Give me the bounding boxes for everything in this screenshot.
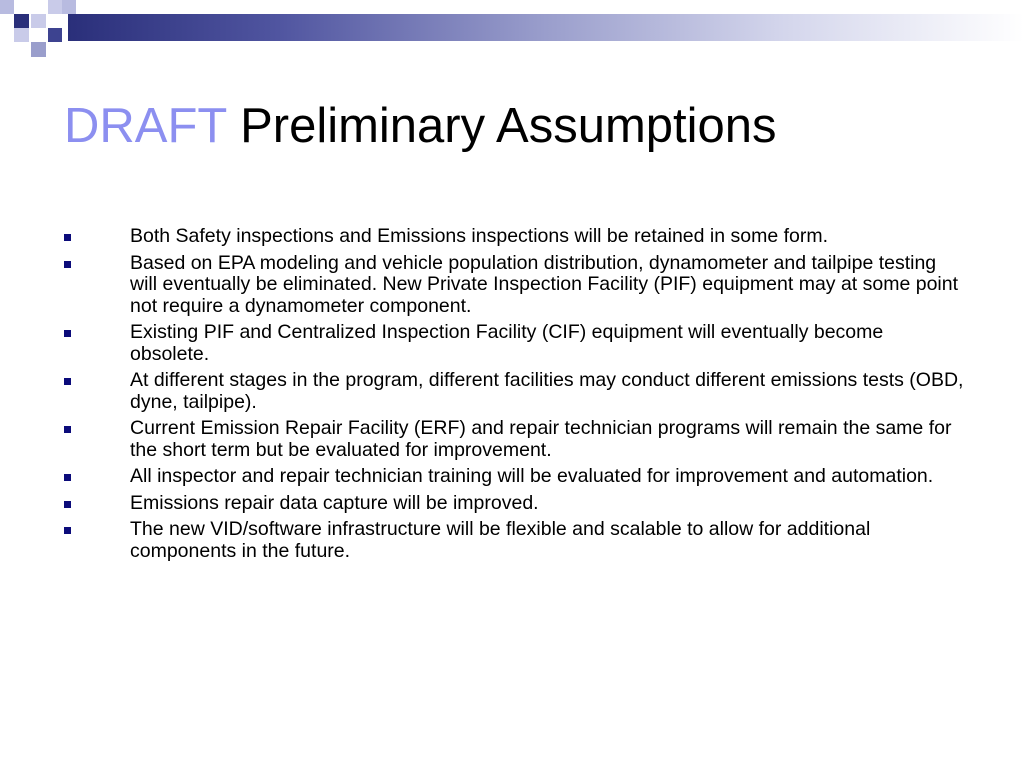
square-bullet-icon <box>64 261 71 268</box>
bullet-item <box>64 493 964 515</box>
header-gradient-bar <box>68 14 1024 41</box>
bullet-text: All inspector and repair technician training will be evaluated for improvement and automation. <box>130 465 934 487</box>
bullet-text: At different stages in the program, different facilities may conduct different emissions tests (OBD, dyne, tailpipe). <box>130 369 964 413</box>
bullet-text: Emissions repair data capture will be improved. <box>130 491 539 514</box>
square-bullet-icon <box>64 330 71 337</box>
bullet-item <box>64 418 964 461</box>
bullet-item <box>64 322 964 365</box>
bullet-item <box>64 370 964 413</box>
bullet-text: The new VID/software infrastructure will be flexible and scalable to allow for additional components in the future. <box>130 518 871 562</box>
bullet-item <box>64 519 964 562</box>
square-bullet-icon <box>64 527 71 534</box>
bullet-list <box>64 226 964 567</box>
decor-square <box>48 0 62 14</box>
bullet-text: Based on EPA modeling and vehicle population distribution, dynamometer and tailpipe testing will eventually be eliminated. New Private Inspection Facility (PIF) equipment may at some point not require a dynamometer component. <box>130 251 959 317</box>
slide-title <box>64 96 777 156</box>
square-bullet-icon <box>64 474 71 481</box>
decor-square <box>0 0 14 14</box>
bullet-text: Both Safety inspections and Emissions inspections will be retained in some form. <box>130 225 829 247</box>
decor-square <box>14 14 29 28</box>
square-bullet-icon <box>64 426 71 433</box>
decor-square <box>48 28 62 42</box>
bullet-item <box>64 226 964 248</box>
square-bullet-icon <box>64 378 71 385</box>
decor-square <box>31 28 46 42</box>
bullet-item <box>64 253 964 318</box>
title-main-text: Preliminary Assumptions <box>240 99 777 153</box>
square-bullet-icon <box>64 234 71 241</box>
bullet-text: Current Emission Repair Facility (ERF) and repair technician programs will remain the same for the short term but be evaluated for improvement. <box>130 417 952 461</box>
title-draft-label: DRAFT <box>64 99 227 153</box>
square-bullet-icon <box>64 501 71 508</box>
decor-square <box>14 28 29 42</box>
bullet-text: Existing PIF and Centralized Inspection Facility (CIF) equipment will eventually become obsolete. <box>130 321 884 365</box>
decor-square <box>31 42 46 57</box>
decor-square <box>31 14 46 28</box>
decor-square <box>62 0 76 14</box>
bullet-item <box>64 466 964 488</box>
decor-square <box>48 14 62 28</box>
